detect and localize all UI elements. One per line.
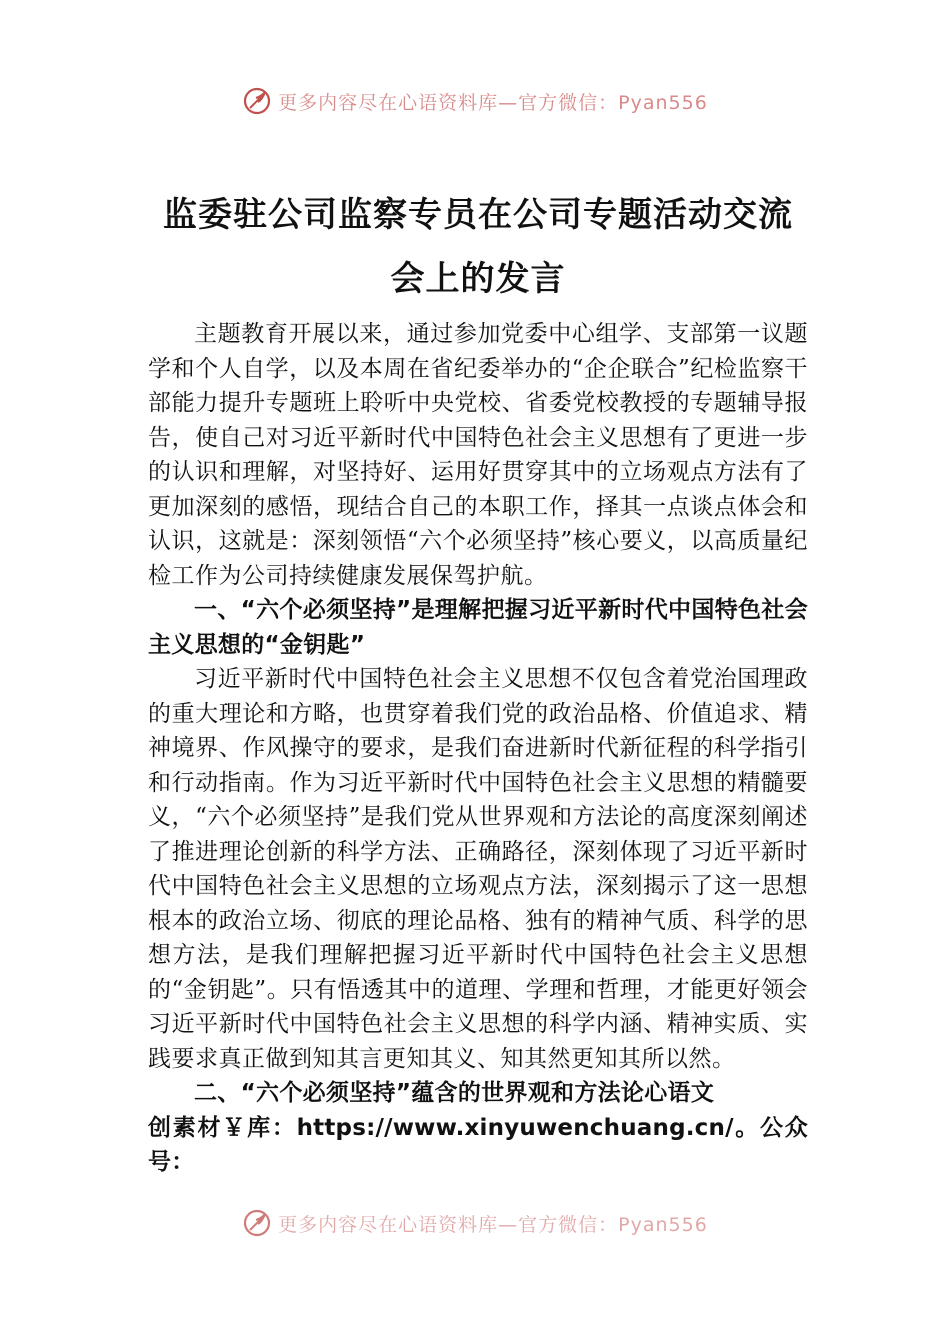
section-heading-1: 一、“六个必须坚持”是理解把握习近平新时代中国特色社会主义思想的“金钥匙”: [148, 597, 808, 658]
quill-pen-logo-icon: [242, 86, 272, 116]
section-heading-2: 二、“六个必须坚持”蕴含的世界观和方法论心语文: [194, 1080, 715, 1106]
title-line-1: 监委驻公司监察专员在公司专题活动交流: [163, 195, 793, 235]
watermark-footer: [0, 1208, 950, 1238]
title-line-2: 会上的发言: [390, 259, 566, 299]
document-body: [148, 317, 808, 1180]
source-line: 创素材￥库：https://www.xinyuwenchuang.cn/。公众号：: [148, 1114, 808, 1175]
watermark-header: [0, 86, 950, 116]
document-title: [148, 183, 808, 311]
quill-pen-logo-icon: [242, 1208, 272, 1238]
paragraph-intro: 主题教育开展以来，通过参加党委中心组学、支部第一议题学和个人自学，以及本周在省纪委举办的“企企联合”纪检监察干部能力提升专题班上聆听中央党校、省委党校教授的专题辅导报告，使自己对习近平新时代中国特色社会主义思想有了更进一步的认识和理解，对坚持好、运用好贯穿其中的立场观点方法有了更加深刻的感悟，现结合自己的本职工作，择其一点谈点体会和认识，这就是：深刻领悟“六个必须坚持”核心要义，以高质量纪检工作为公司持续健康发展保驾护航。: [148, 321, 808, 589]
watermark-text: 更多内容尽在心语资料库—官方微信：Pyan556: [278, 1213, 708, 1236]
watermark-text: 更多内容尽在心语资料库—官方微信：Pyan556: [278, 91, 708, 114]
paragraph-section-1: 习近平新时代中国特色社会主义思想不仅包含着党治国理政的重大理论和方略，也贯穿着我们党的政治品格、价值追求、精神境界、作风操守的要求，是我们奋进新时代新征程的科学指引和行动指南。作为习近平新时代中国特色社会主义思想的精髓要义，“六个必须坚持”是我们党从世界观和方法论的高度深刻阐述了推进理论创新的科学方法、正确路径，深刻体现了习近平新时代中国特色社会主义思想的立场观点方法，深刻揭示了这一思想根本的政治立场、彻底的理论品格、独有的精神气质、科学的思想方法，是我们理解把握习近平新时代中国特色社会主义思想的“金钥匙”。只有悟透其中的道理、学理和哲理，才能更好领会习近平新时代中国特色社会主义思想的科学内涵、精神实质、实践要求真正做到知其言更知其义、知其然更知其所以然。: [148, 666, 808, 1072]
